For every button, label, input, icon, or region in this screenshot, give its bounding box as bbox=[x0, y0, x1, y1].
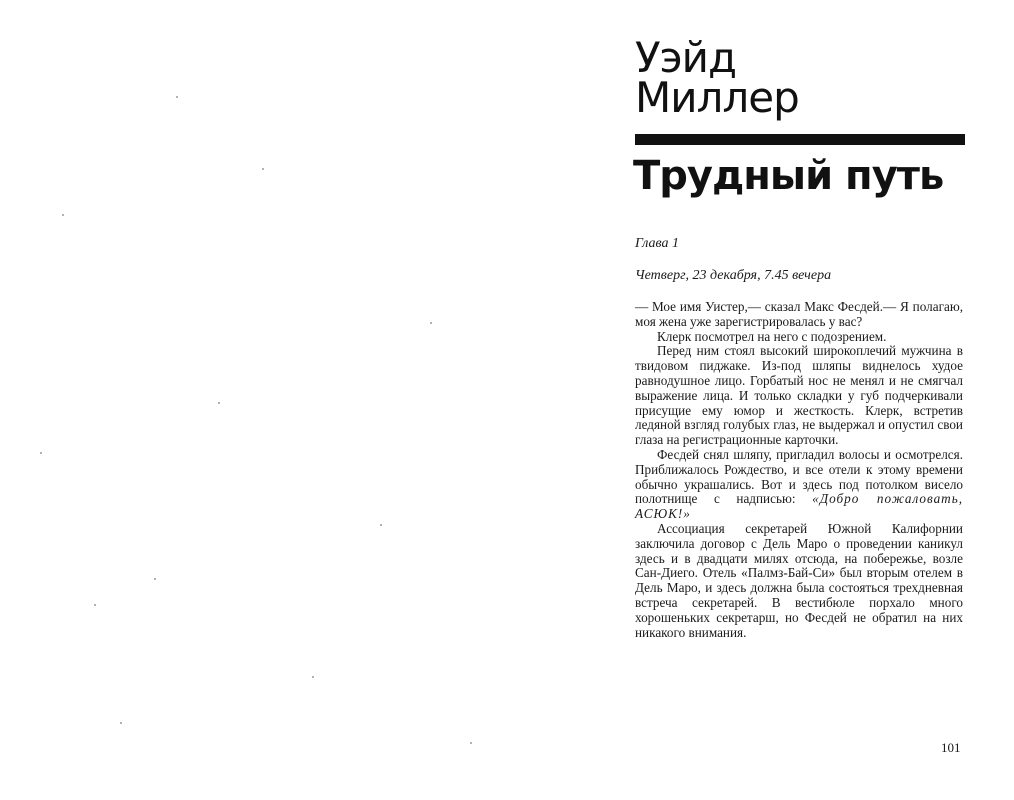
scan-speck bbox=[94, 604, 96, 606]
body-text bbox=[635, 300, 963, 640]
scan-speck bbox=[470, 742, 472, 744]
author-name bbox=[635, 33, 799, 122]
scan-speck bbox=[380, 524, 382, 526]
paragraph bbox=[635, 448, 963, 522]
scan-speck bbox=[262, 168, 264, 170]
book-title: Трудный путь bbox=[633, 153, 944, 199]
banner-quote: «Добро пожаловать, АСЮК!» bbox=[635, 491, 963, 522]
chapter-dateline: Четверг, 23 декабря, 7.45 вечера bbox=[635, 268, 832, 283]
scan-speck bbox=[40, 452, 42, 454]
paragraph: Перед ним стоял высокий широкоплечий мужчина в твидовом пиджаке. Из-под шляпы виднелось худое равнодушное лицо. Горбатый нос не менял и не смягчал выражение лица. И только складки у губ подчеркивали присущие ему юмор и жесткость. Клерк, встретив ледяной взгляд голубых глаз, не выдержал и опустил свои глаза на регистрационные карточки. bbox=[635, 343, 963, 448]
author-first-name: Уэйд bbox=[635, 33, 736, 82]
chapter-heading: Глава 1 bbox=[635, 236, 679, 251]
scan-speck bbox=[154, 578, 156, 580]
right-page bbox=[507, 0, 1014, 800]
author-last-name: Миллер bbox=[635, 73, 799, 122]
page-number: 101 bbox=[941, 740, 961, 755]
paragraph: Клерк посмотрел на него с подозрением. bbox=[657, 328, 887, 344]
scan-speck bbox=[176, 96, 178, 98]
paragraph: Ассоциация секретарей Южной Калифорнии заключила договор с Дель Маро о проведении каникул здесь и в двадцати милях отсюда, на побережье, возле Сан-Диего. Отель «Палмз-Бай-Си» был вторым отелем в Дель Маро, и здесь должна была состояться трехдневная встреча секретарей. В вестибюле порхало много хорошеньких секретарш, но Фесдей не обратил на них никакого внимания. bbox=[635, 520, 963, 640]
paragraph-text: Фесдей снял шляпу, пригладил волосы и осмотрелся. Приближалось Рождество, и все отели к этому времени обычно украшались. Вот и здесь под потолком висело полотнище с надписью: bbox=[635, 446, 963, 507]
scan-speck bbox=[120, 722, 122, 724]
scan-speck bbox=[312, 676, 314, 678]
title-rule bbox=[635, 134, 965, 145]
paragraph: — Мое имя Уистер,— сказал Макс Фесдей.— Я полагаю, моя жена уже зарегистрировалась у вас? bbox=[635, 299, 963, 329]
scan-speck bbox=[430, 322, 432, 324]
scan-speck bbox=[62, 214, 64, 216]
scan-speck bbox=[218, 402, 220, 404]
